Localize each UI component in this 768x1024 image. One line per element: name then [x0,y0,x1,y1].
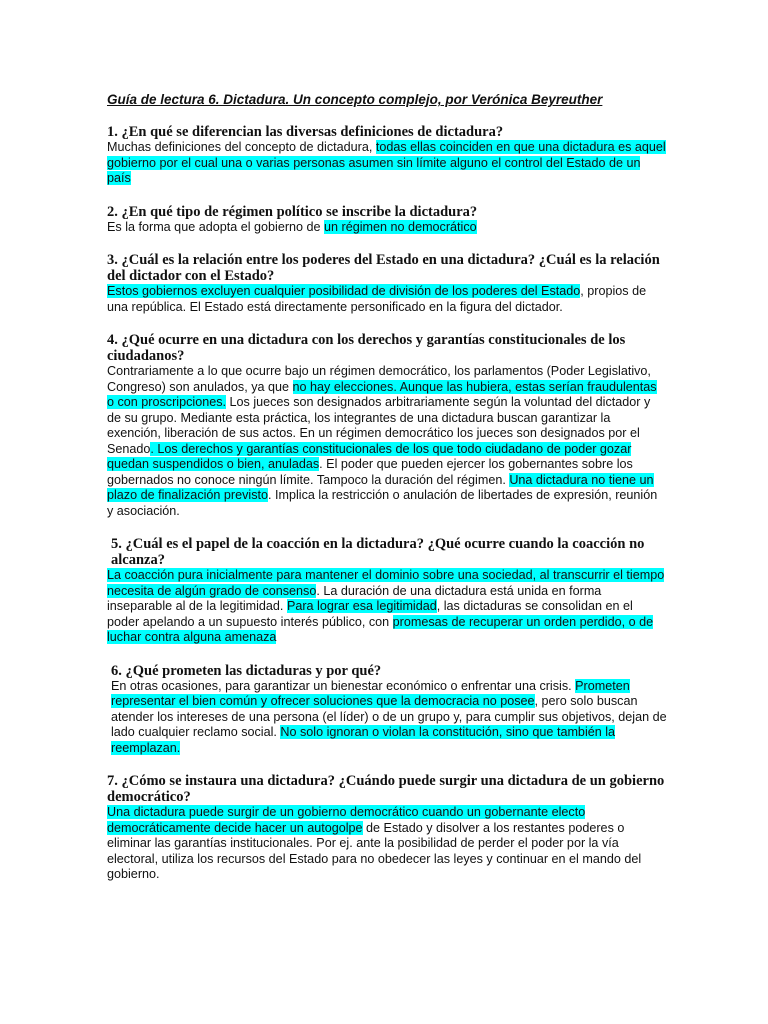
answer-text: En otras ocasiones, para garantizar un bienestar económico o enfrentar una crisis. [111,678,576,693]
answer-3 [107,284,667,315]
question-5: 5. ¿Cuál es el papel de la coacción en la dictadura? ¿Qué ocurre cuando la coacción no alcanza? [111,536,645,568]
question-4: 4. ¿Qué ocurre en una dictadura con los derechos y garantías constitucionales de los ciudadanos? [107,332,626,364]
highlighted-text: Una dictadura no tiene un plazo de finalización previsto [107,472,654,502]
highlighted-text: No solo ignoran o violan la constitución, sino que también la reemplazan. [111,725,616,755]
answer-text: Muchas definiciones del concepto de dictadura, [107,140,376,154]
question-6: 6. ¿Qué prometen las dictaduras y por qué? [111,662,382,679]
answer-7 [107,805,667,883]
highlighted-text: Para lograr esa legitimidad [286,599,437,613]
answer-4 [107,364,667,519]
question-1: 1. ¿En qué se diferencian las diversas definiciones de dictadura? [107,124,504,140]
highlighted-text: Prometen representar el bien común y ofrecer soluciones que la democracia no posee [111,678,630,708]
answer-2 [107,220,667,236]
highlighted-text: un régimen no democrático [324,219,477,234]
answer-text: . Implica la restricción o anulación de libertades de expresión, reunión y asociación. [107,488,658,518]
answer-text: Es la forma que adopta el gobierno de [107,219,325,234]
section-6 [107,663,667,757]
document-page [107,92,667,900]
highlighted-text: no hay elecciones. Aunque las hubiera, estas serían fraudulentas o con proscripciones. [107,379,657,409]
document-title: Guía de lectura 6. Dictadura. Un concepto complejo, por Verónica Beyreuther [107,92,603,107]
section-1 [107,124,667,187]
question-2: 2. ¿En qué tipo de régimen político se inscribe la dictadura? [107,203,478,220]
section-7 [107,773,667,883]
section-4 [107,332,667,519]
answer-text: , las dictaduras se consolidan en el poder apelando a un supuesto interés público, con [107,599,633,629]
answer-1 [107,140,667,187]
answer-text: , pero solo buscan atender los intereses de una persona (el líder) o de un grupo y, para cumplir sus objetivos, dejan de lado cualquier reclamo social. [111,694,667,739]
section-3 [107,252,667,315]
highlighted-text: promesas de recuperar un orden perdido, o de luchar contra alguna amenaza [107,614,654,644]
answer-text: de Estado y disolver a los restantes poderes o eliminar las garantías institucionales. Por ej. ante la posibilidad de perder el poder por la vía electoral, utiliza los recursos del Estado para no obedecer las leyes y continuar en el mando del gobierno. [107,820,642,881]
highlighted-text: . Los derechos y garantías constitucionales de los que todo ciudadano de poder gozar quedan suspendidos o bien, anuladas [107,441,632,471]
answer-text: Los jueces son designados arbitrariamente según la voluntad del dictador y de su grupo. Mediante esta práctica, los integrantes de una dictadura buscan garantizar la exención, liberación de sus actos. En un régimen democrático los jueces son designados por el Senado [107,395,651,456]
answer-text: . La duración de una dictadura está unida en forma inseparable al de la legitimidad. [107,583,602,613]
highlighted-text: todas ellas coinciden en que una dictadura es aquel gobierno por el cual una o varias personas asumen sin límite alguno el control del Estado de un país [107,140,666,185]
answer-6 [107,679,667,757]
answer-5 [107,568,667,646]
answer-text: Contrariamente a lo que ocurre bajo un régimen democrático, los parlamentos (Poder Legislativo, Congreso) son anulados, ya que [107,364,651,394]
highlighted-text: Una dictadura puede surgir de un gobierno democrático cuando un gobernante electo democráticamente decide hacer un autogolpe [107,805,586,835]
highlighted-text: Estos gobiernos excluyen cualquier posibilidad de división de los poderes del Estado [107,284,581,298]
question-7: 7. ¿Cómo se instaura una dictadura? ¿Cuándo puede surgir una dictadura de un gobierno democrático? [107,773,665,805]
section-5 [107,536,667,646]
section-2 [107,204,667,236]
question-3: 3. ¿Cuál es la relación entre los poderes del Estado en una dictadura? ¿Cuál es la relación del dictador con el Estado? [107,252,660,284]
answer-text: . El poder que pueden ejercer los gobernantes sobre los gobernados no conoce ningún límite. Tampoco la duración del régimen. [107,457,633,487]
answer-text: , propios de una república. El Estado está directamente personificado en la figura del dictador. [107,284,647,314]
highlighted-text: La coacción pura inicialmente para mantener el dominio sobre una sociedad, al transcurrir el tiempo necesita de algún grado de consenso [107,568,665,598]
